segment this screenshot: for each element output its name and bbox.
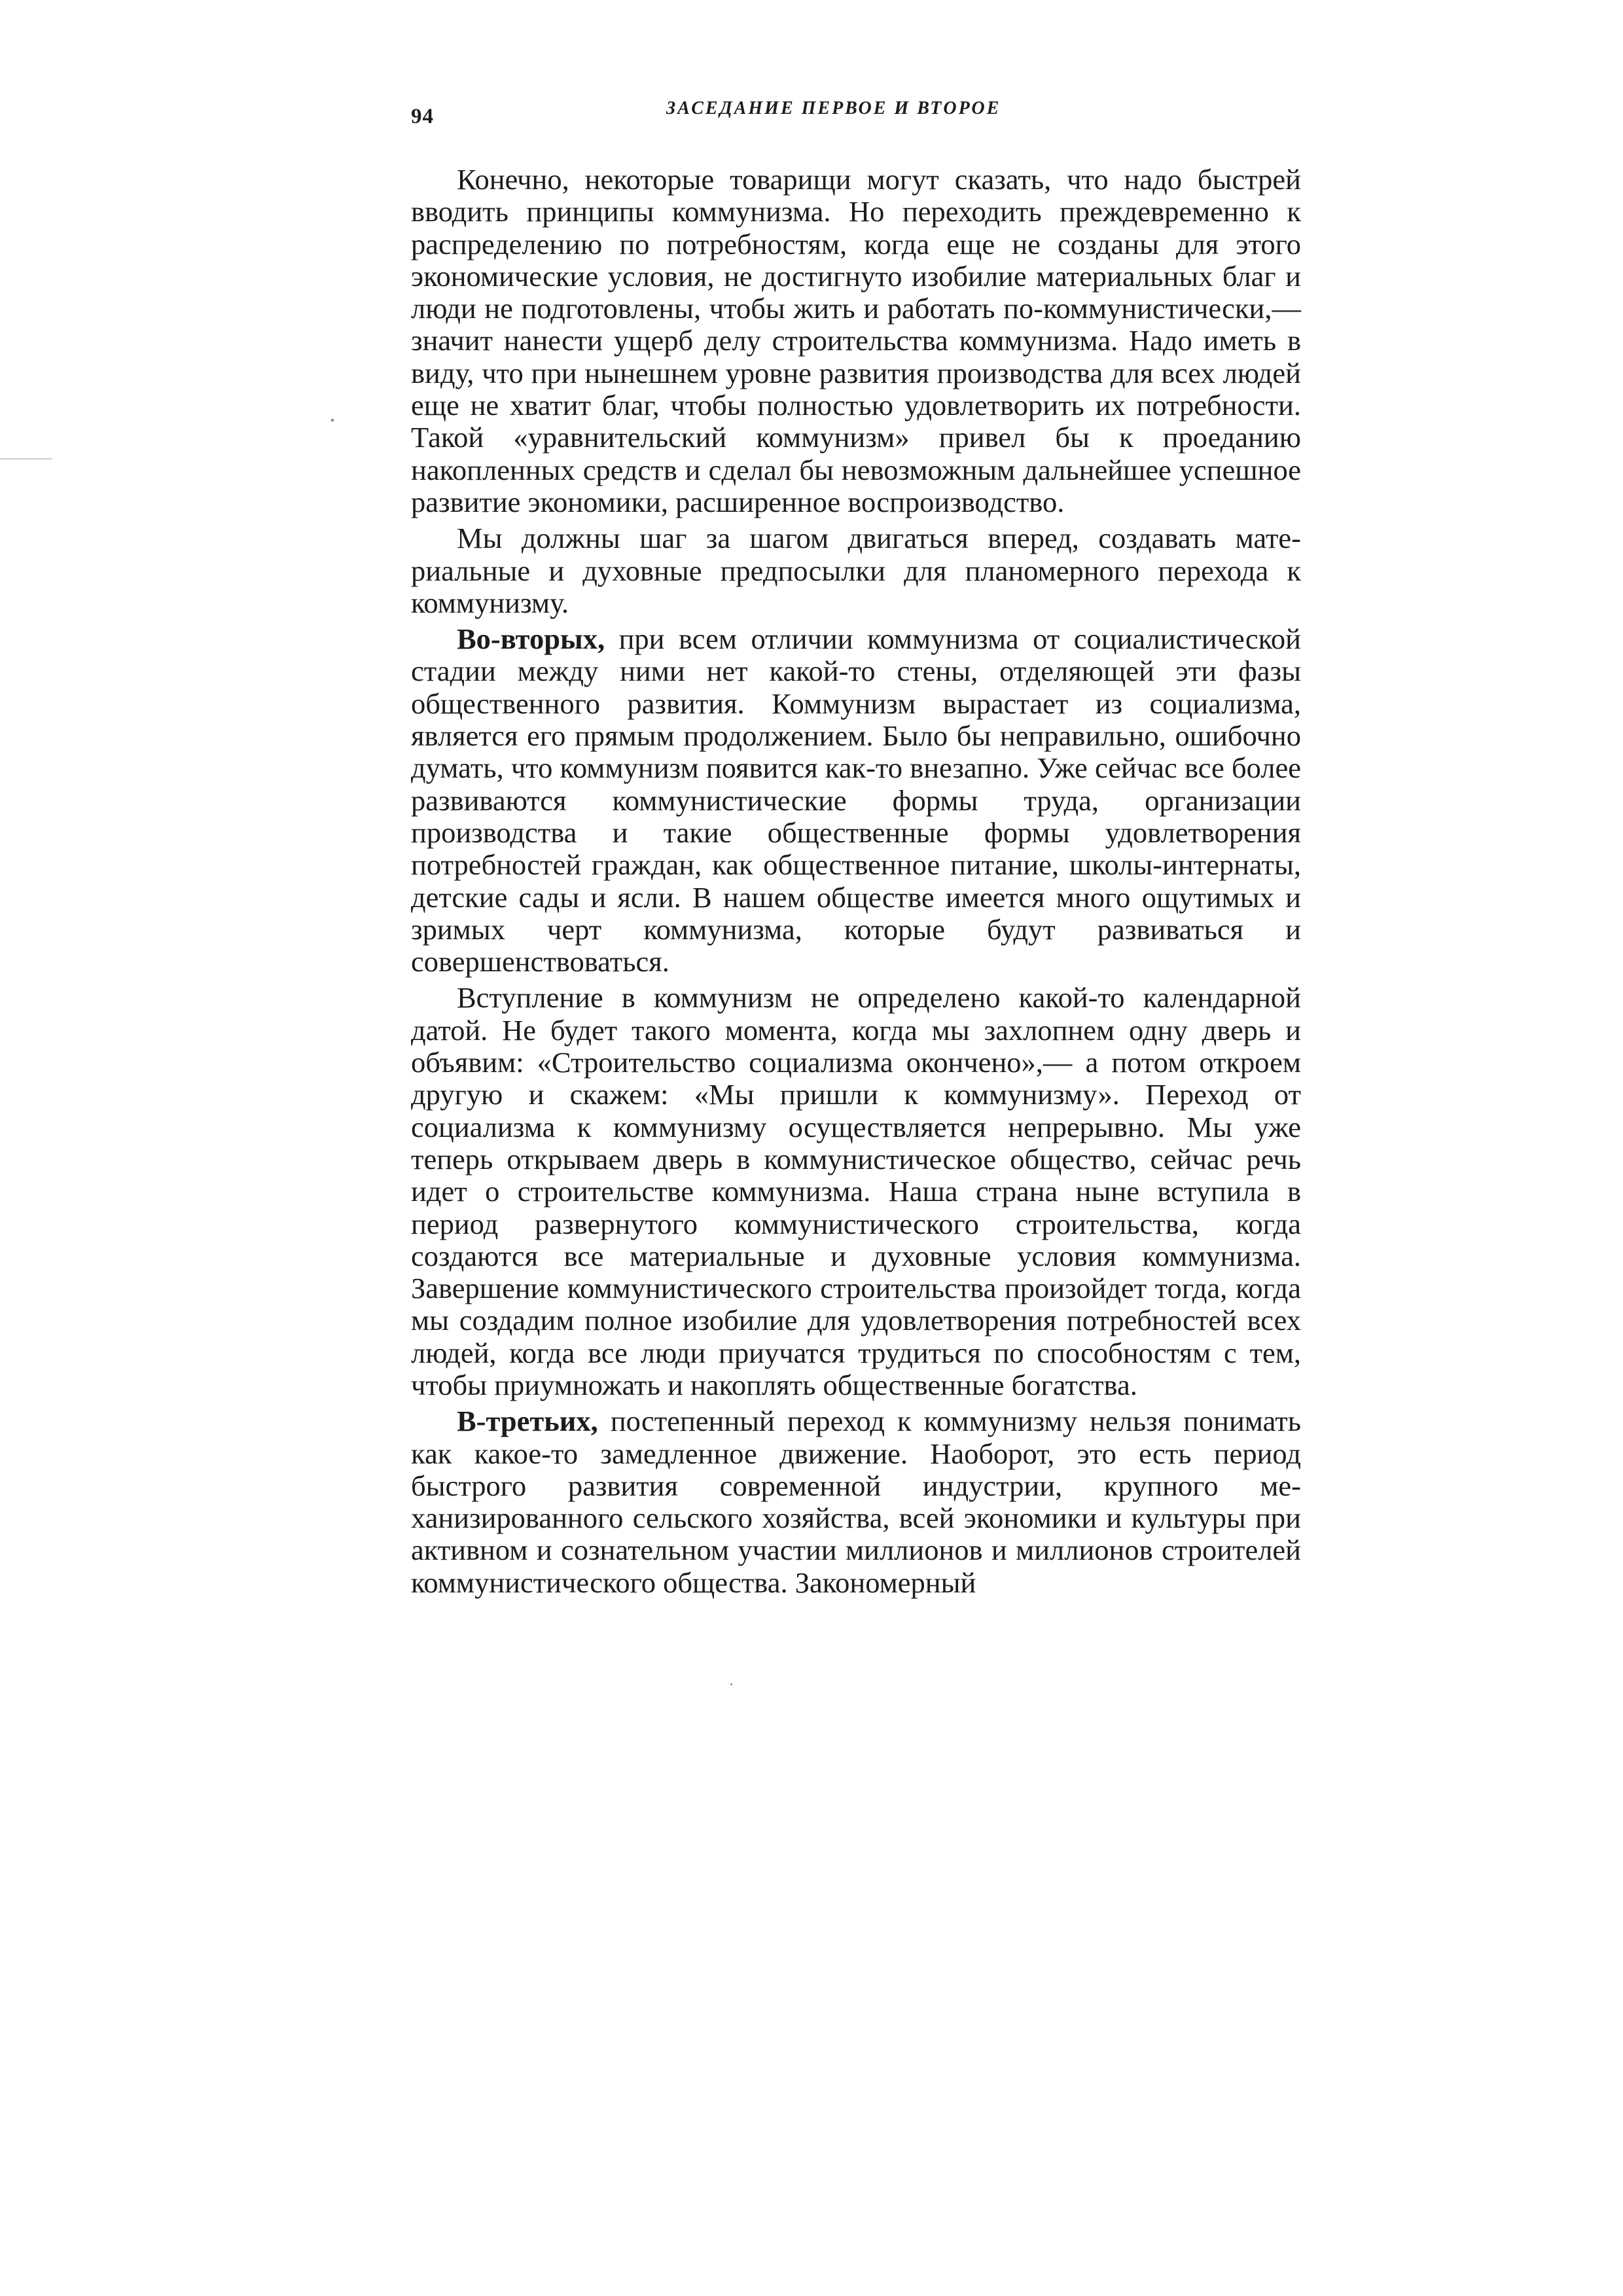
paragraph xyxy=(411,623,1301,978)
paragraph-lead: Во-вторых, xyxy=(457,622,605,656)
running-title: ЗАСЕДАНИЕ ПЕРВОЕ И ВТОРОЕ xyxy=(666,98,1001,118)
paragraph-text: Мы должны шаг за шагом двигаться вперед, создавать материальные и духовные предпосылки для планомерного перехода к коммунизму. xyxy=(411,522,1301,619)
scan-speck xyxy=(730,1683,732,1685)
paragraph-lead: В-третьих, xyxy=(457,1405,598,1438)
page-header xyxy=(411,98,1301,132)
paragraph-text: Конечно, некоторые товарищи могут сказать, что надо быстрей вводить принципы коммунизма. Но переходить преждевременно к распределению по потребностям, когда еще не созданы для этого экономические условия, не достигнуто изобилие материальных благ и люди не подготовлены, чтобы жить и работать по-коммунистически,— значит нанести ущерб делу строительства коммунизма. Надо иметь в виду, что при нынешнем уровне развития производства для всех людей еще не хватит благ, чтобы полностью удовлетворить их потребности. Такой «уравнительский коммунизм» привел бы к проеданию накопленных средств и сделал бы невозможным дальнейшее успешное развитие экономики, расширенное воспроизводство. xyxy=(411,163,1301,518)
scan-speck xyxy=(331,419,334,422)
paragraph xyxy=(411,522,1301,619)
scan-speck xyxy=(0,458,52,459)
body-text xyxy=(411,164,1301,1599)
paragraph-text: при всем отличии коммунизма от социалистической стадии между ними нет какой-то стены, отделяющей эти фазы общественного развития. Коммунизм вырастает из социализма, является его прямым продолжением. Было бы неправильно, ошибочно думать, что коммунизм появится как-то внезапно. Уже сейчас все более развиваются коммунистические формы труда, организации производства и такие общественные формы удовлетворения потребностей граждан, как общественное питание, школы-интернаты, детские сады и ясли. В нашем обществе имеется много ощутимых и зримых черт коммунизма, которые будут развиваться и совершенствоваться. xyxy=(411,622,1301,978)
paragraph-text: Вступление в коммунизм не определено какой-то календарной датой. Не будет такого момента, когда мы захлопнем одну дверь и объявим: «Строительство социализма окончено»,— а потом откроем другую и скажем: «Мы пришли к коммунизму». Переход от социализма к коммунизму осуществляется непрерывно. Мы уже теперь открываем дверь в коммунистическое общество, сейчас речь идет о строительстве коммунизма. Наша страна ныне вступила в период развернутого коммунистического строительства, когда создаются все материальные и духовные условия коммунизма. Завершение коммунистического строительства произойдет тогда, когда мы создадим полное изобилие для удовлетворения потребностей всех людей, когда все люди приучатся трудиться по способностям с тем, чтобы приумножать и накоплять общественные богатства. xyxy=(411,981,1301,1401)
page-number: 94 xyxy=(411,105,434,128)
paragraph-text: постепенный переход к коммунизму нельзя понимать как какое-то замедленное движение. Наоборот, это есть период быстрого развития современной индустрии, крупного механизированного сельского хозяйства, всей экономики и культуры при активном и сознательном участии миллионов и миллионов строителей коммунистического общества. Закономерный xyxy=(411,1405,1301,1599)
paragraph xyxy=(411,164,1301,518)
paragraph xyxy=(411,1405,1301,1599)
paragraph xyxy=(411,982,1301,1401)
